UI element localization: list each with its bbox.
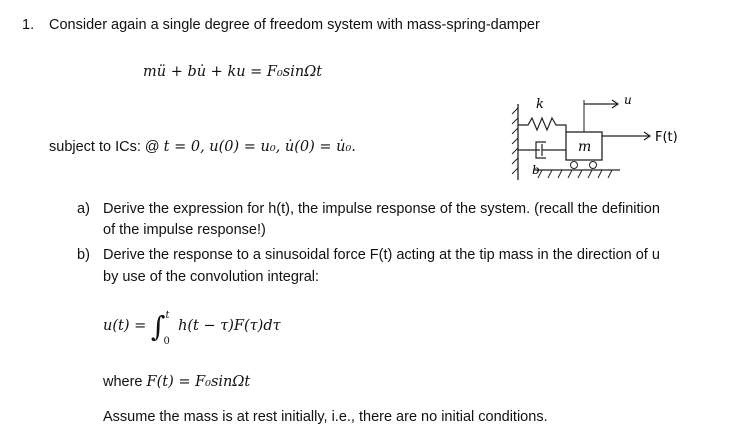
convolution-integral	[103, 310, 281, 347]
conv-lower-limit: 0	[163, 336, 170, 347]
where-label: where	[103, 374, 147, 390]
conv-lhs: u(t) =	[103, 318, 151, 334]
where-line	[103, 374, 250, 390]
damper-label: b	[532, 163, 540, 177]
problem-number: 1.	[22, 17, 35, 33]
integral-sign: ∫	[150, 310, 166, 343]
part-a-line1: Derive the expression for h(t), the impulse response of the system. (recall the definition	[103, 201, 660, 217]
part-a-label: a)	[77, 201, 90, 217]
damper-icon	[518, 142, 566, 158]
mass-spring-damper-diagram	[500, 92, 690, 192]
part-b-label: b)	[77, 247, 90, 263]
wheel-left	[571, 162, 578, 169]
part-b-line1: Derive the response to a sinusoidal force F(t) acting at the tip mass in the direction of u	[103, 247, 660, 263]
ics-label: subject to ICs: @	[49, 139, 164, 155]
force-label: F(t)	[655, 130, 678, 145]
conv-rhs: h(t − τ)F(τ)dτ	[178, 318, 281, 334]
mass-label: m	[578, 139, 592, 155]
initial-conditions	[49, 139, 356, 155]
wheel-right	[590, 162, 597, 169]
part-b-line2: by use of the convolution integral:	[103, 269, 320, 285]
spring-icon	[518, 118, 566, 132]
ground-hatch	[538, 170, 612, 178]
wall-hatch	[512, 108, 518, 174]
part-a-line2: of the impulse response!)	[103, 222, 266, 238]
displacement-label: u	[624, 93, 632, 107]
equation-of-motion: mü + bu̇ + ku = F₀sinΩt	[143, 64, 323, 80]
problem-intro: Consider again a single degree of freedom system with mass-spring-damper	[49, 17, 540, 33]
assumption-text: Assume the mass is at rest initially, i.e., there are no initial conditions.	[103, 409, 548, 425]
ics-math: t = 0, u(0) = u₀, u̇(0) = u̇₀.	[163, 139, 356, 155]
where-math: F(t) = F₀sinΩt	[146, 374, 251, 390]
conv-upper-limit: t	[165, 310, 170, 321]
spring-label: k	[536, 97, 544, 112]
